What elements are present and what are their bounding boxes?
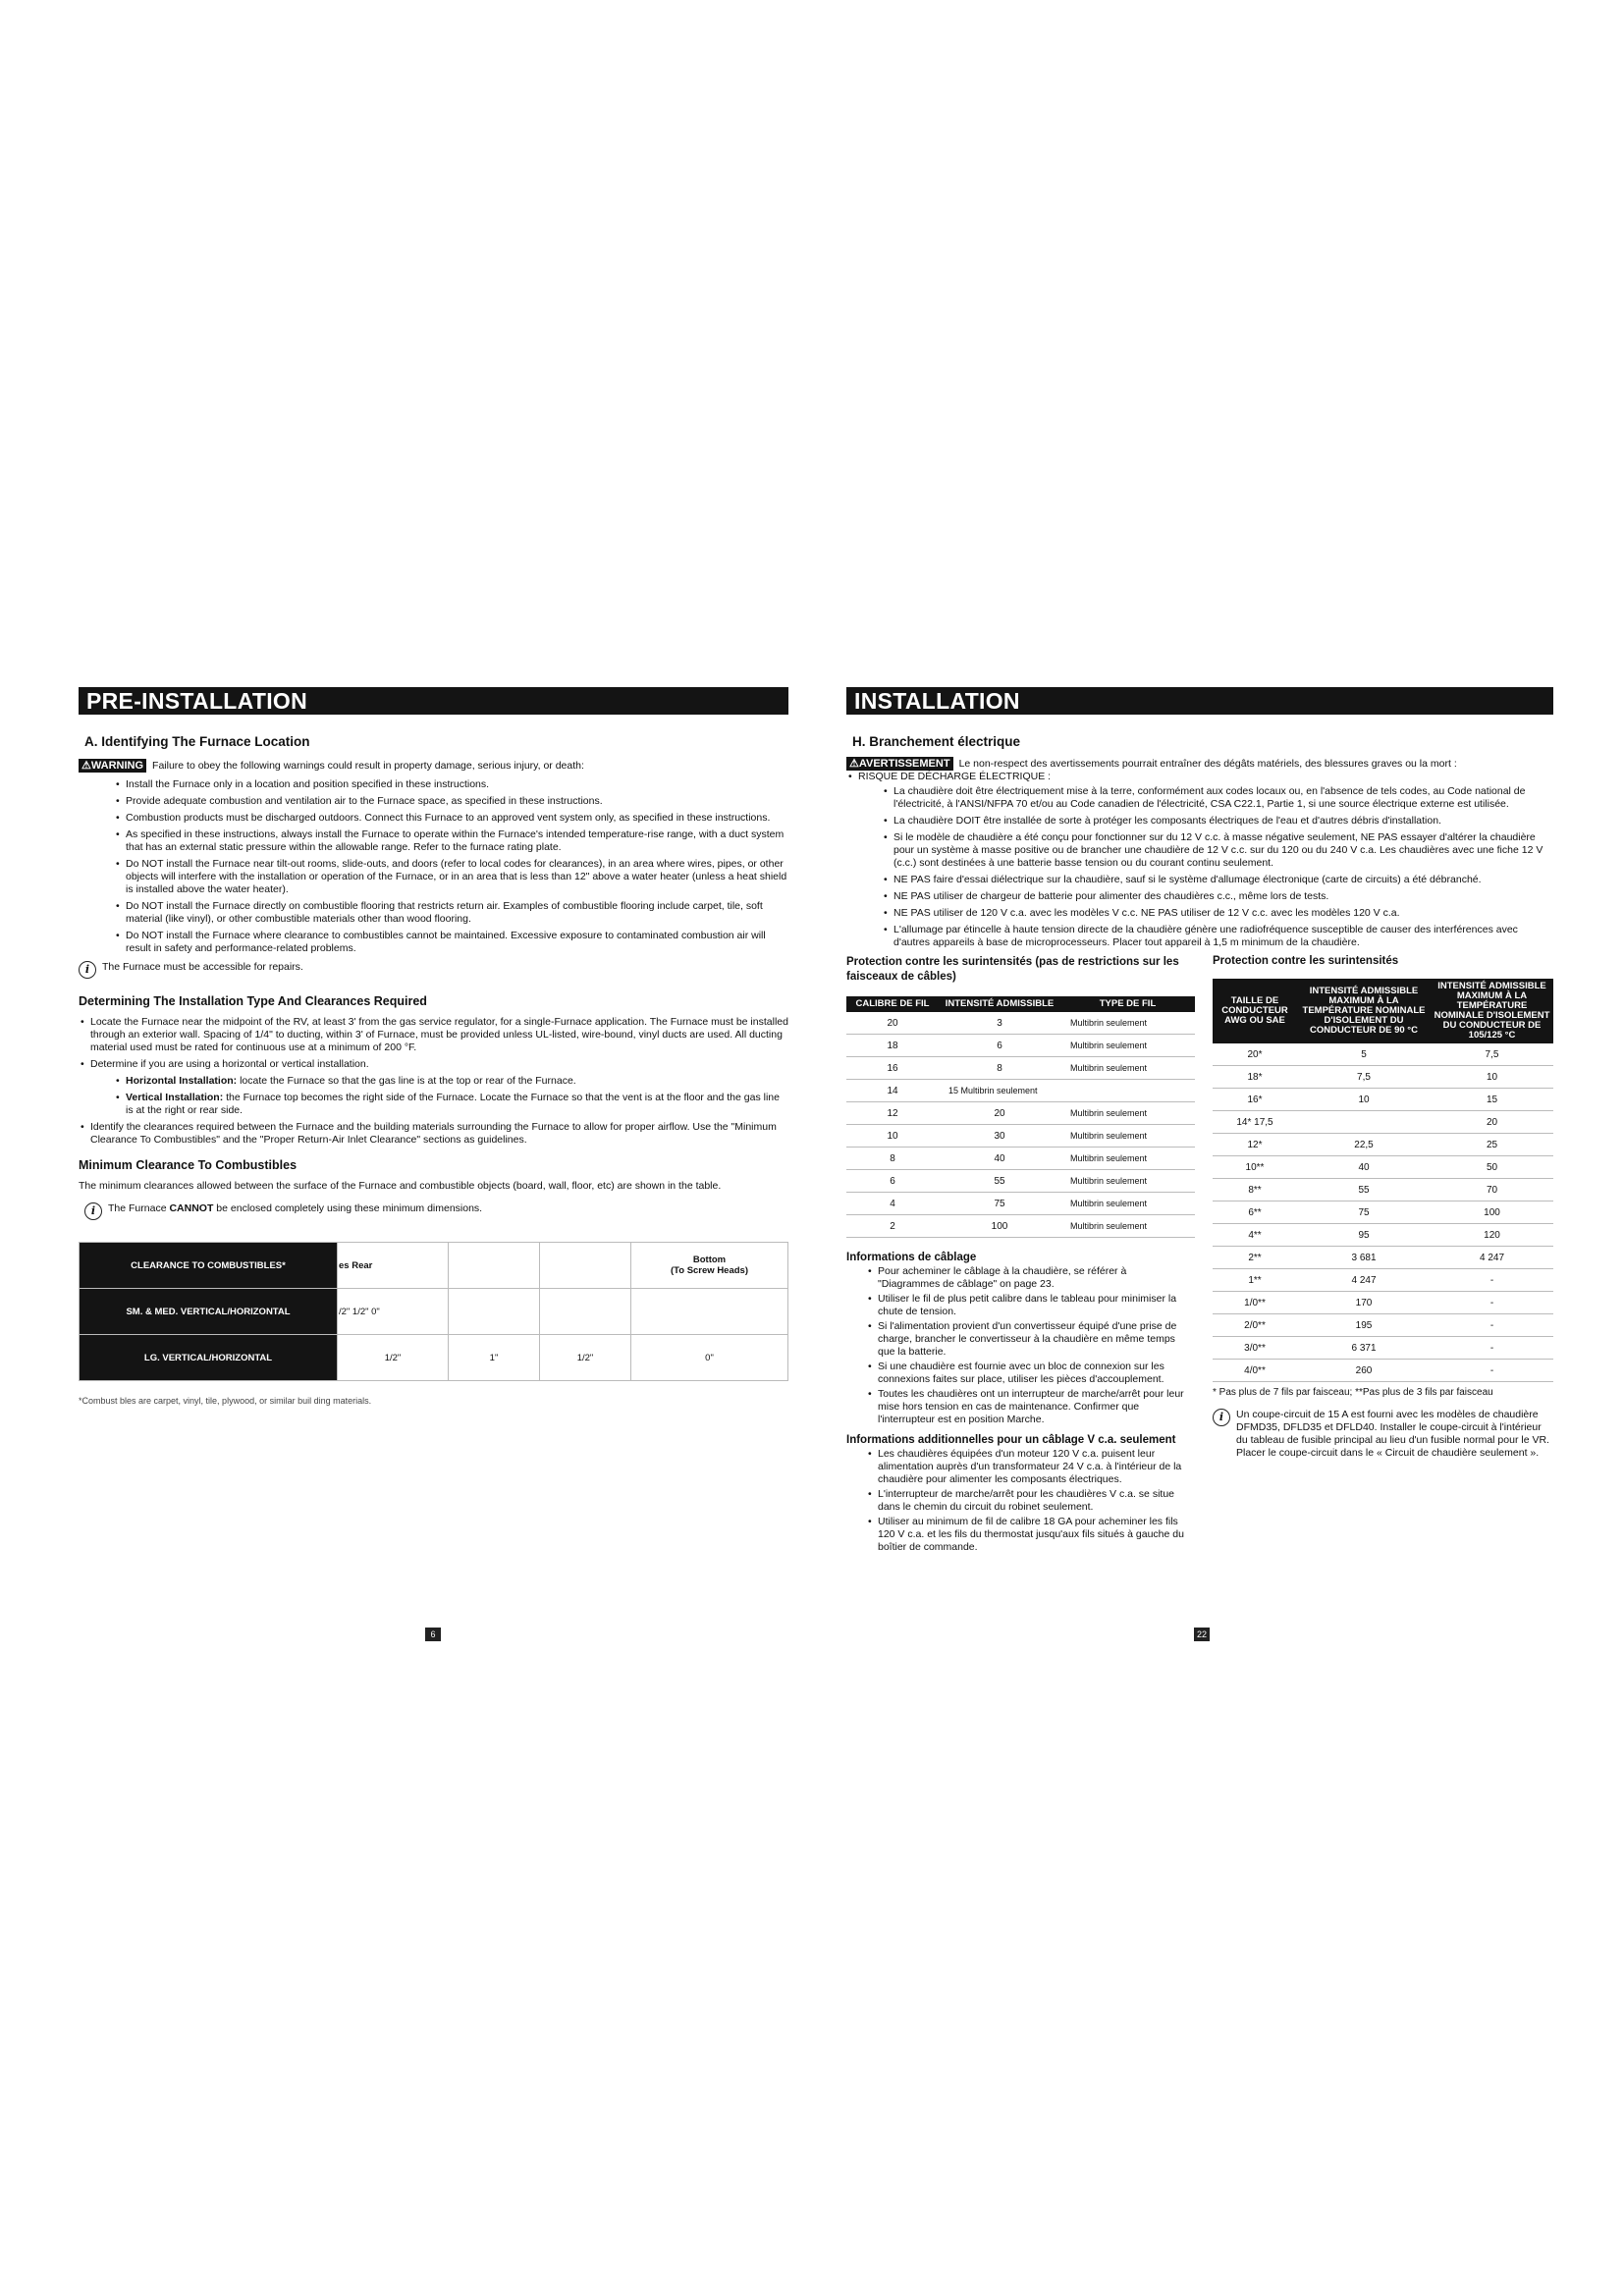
table-cell: Multibrin seulement <box>1060 1193 1195 1215</box>
warning-badge: ⚠AVERTISSEMENT <box>846 757 953 771</box>
section-h-title: H. Branchement électrique <box>852 734 1021 749</box>
list-item: • NE PAS utiliser de 120 V c.a. avec les modèles V c.c. NE PAS utiliser de 12 V c.c. avec les modèles 120 V c.a. <box>882 907 1553 920</box>
list-item: • Provide adequate combustion and ventilation air to the Furnace space, as specified in these instructions. <box>114 795 788 808</box>
table-cell: 15 <box>1431 1089 1553 1111</box>
table-cell: 100 <box>1431 1201 1553 1224</box>
table-row <box>1213 1314 1553 1337</box>
list-item: • Si l'alimentation provient d'un convertisseur équipé d'une prise de charge, brancher le convertisseur à la chaudière en même temps que la batterie. <box>866 1320 1190 1359</box>
warning-list <box>79 778 788 955</box>
table-cell: 12 <box>846 1102 939 1125</box>
table-cell: 18* <box>1213 1066 1297 1089</box>
table-row <box>1213 1247 1553 1269</box>
header-cell: INTENSITÉ ADMISSIBLE MAXIMUM À LA TEMPÉRATURE NOMINALE D'ISOLEMENT DU CONDUCTEUR DE 90 °C <box>1297 979 1431 1043</box>
table-cell: 75 <box>939 1193 1060 1215</box>
table-cell: 18 <box>846 1035 939 1057</box>
list-item: • Combustion products must be discharged outdoors. Connect this Furnace to an approved vent system only, as specified in these instructions. <box>114 812 788 825</box>
table-row <box>1213 1134 1553 1156</box>
table-row <box>846 1170 1195 1193</box>
table-row <box>846 1080 1195 1102</box>
row-value-cell: 1/2" <box>540 1335 631 1381</box>
bottom-header-cell: Bottom (To Screw Heads) <box>631 1243 788 1289</box>
warning-text: Failure to obey the following warnings could result in property damage, serious injury, or death: <box>152 760 584 772</box>
table-row <box>1213 1292 1553 1314</box>
table-row <box>1213 1201 1553 1224</box>
table-cell: 4 247 <box>1431 1247 1553 1269</box>
info-repairs-text: The Furnace must be accessible for repairs. <box>102 961 303 973</box>
install-type-list <box>79 1075 788 1117</box>
table-cell: 12* <box>1213 1134 1297 1156</box>
table-row <box>80 1243 788 1289</box>
row-value-cell: 1" <box>449 1335 540 1381</box>
list-item: • Do NOT install the Furnace where clearance to combustibles cannot be maintained. Excessive exposure to contaminated combustion air will result in safety and performance-related problems. <box>114 930 788 955</box>
table-cell: 260 <box>1297 1360 1431 1382</box>
table-row <box>1213 1089 1553 1111</box>
table-row <box>846 1193 1195 1215</box>
table-cell: 7,5 <box>1297 1066 1431 1089</box>
info-coupe-text: Un coupe-circuit de 15 A est fourni avec les modèles de chaudière DFMD35, DFLD35 et DFLD40. Installer le coupe-circuit à l'intérieur du tableau de fusible principal au lieu d'un fusible normal pour le VR. Placer le coupe-circuit dans le « Circuit de chaudière seulement ». <box>1236 1409 1549 1459</box>
list-item: • Locate the Furnace near the midpoint of the RV, at least 3' from the gas service regulator, for a single-Furnace application. The Furnace must be installed through an exterior wall. Spacing of 1/4" to ducting, within 3' of Furnace, must be provided unless UL-listed, wire-bound, vinyl ducts are used. All ducting material used must be rated for continuous use at a minimum of 200 °F. <box>79 1016 788 1054</box>
warning-line <box>846 757 1553 771</box>
table-row <box>1213 1156 1553 1179</box>
table-cell: - <box>1431 1269 1553 1292</box>
table-cell: 6 <box>846 1170 939 1193</box>
list-item: • La chaudière DOIT être installée de sorte à protéger les composants électriques de l'eau et d'autres débris d'installation. <box>882 815 1553 828</box>
determining-list <box>79 1016 788 1071</box>
table-cell: 120 <box>1431 1224 1553 1247</box>
table-row <box>1213 1043 1553 1066</box>
table-row <box>846 1148 1195 1170</box>
clearance-table <box>79 1242 788 1381</box>
table-cell: 14* 17,5 <box>1213 1111 1297 1134</box>
table-row <box>1213 1066 1553 1089</box>
risk-list <box>846 771 1553 783</box>
table-cell: Multibrin seulement <box>1060 1148 1195 1170</box>
table-cell: 2** <box>1213 1247 1297 1269</box>
list-item: • NE PAS faire d'essai diélectrique sur la chaudière, sauf si le système d'allumage électronique (carte de circuits) a été débranché. <box>882 874 1553 886</box>
table2-title: Protection contre les surintensités <box>1213 955 1399 967</box>
wire-gauge-table <box>846 996 1195 1238</box>
table-cell: 22,5 <box>1297 1134 1431 1156</box>
header-cell: INTENSITÉ ADMISSIBLE <box>939 996 1060 1012</box>
addl-title: Informations additionnelles pour un câblage V c.a. seulement <box>846 1434 1176 1446</box>
table-header-row <box>1213 979 1553 1043</box>
table-row <box>1213 1337 1553 1360</box>
cablage-title: Informations de câblage <box>846 1252 977 1263</box>
list-item: • Toutes les chaudières ont un interrupteur de marche/arrêt pour leur mise hors tension en cas de maintenance. Confirmer que l'interrupteur est en position Marche. <box>866 1388 1190 1426</box>
table-cell: Multibrin seulement <box>1060 1012 1195 1035</box>
warning-badge: ⚠WARNING <box>79 759 146 773</box>
list-item: • Do NOT install the Furnace directly on combustible flooring that restricts return air. Examples of combustible flooring include carpet, tile, soft material (like vinyl), or other combustible materials other than wood flooring. <box>114 900 788 926</box>
table-cell: 3/0** <box>1213 1337 1297 1360</box>
clearance-header-cell <box>80 1243 338 1289</box>
list-item: • Utiliser au minimum de fil de calibre 18 GA pour acheminer les fils 120 V c.a. et les fils du thermostat jusqu'aux fils situés à gauche du boîtier de commande. <box>866 1516 1190 1554</box>
table-cell: - <box>1431 1292 1553 1314</box>
table-cell: 16 <box>846 1057 939 1080</box>
table-cell: 20 <box>939 1102 1060 1125</box>
vertical-label: Vertical Installation: <box>126 1092 224 1103</box>
table-cell: 10** <box>1213 1156 1297 1179</box>
installation-header: INSTALLATION <box>846 687 1553 715</box>
empty-cell <box>449 1243 540 1289</box>
list-item: • NE PAS utiliser de chargeur de batterie pour alimenter des chaudières c.c., même lors de tests. <box>882 890 1553 903</box>
table-cell: 2 <box>846 1215 939 1238</box>
table-cell <box>1297 1111 1431 1134</box>
info-cannot-post: be enclosed completely using these minimum dimensions. <box>216 1202 483 1214</box>
table2-footnote: * Pas plus de 7 fils par faisceau; **Pas plus de 3 fils par faisceau <box>1213 1387 1493 1398</box>
list-item: • Install the Furnace only in a location and position specified in these instructions. <box>114 778 788 791</box>
warning-text: Le non-respect des avertissements pourrait entraîner des dégâts matériels, des blessures graves ou la mort : <box>958 758 1457 770</box>
table-header-row <box>846 996 1195 1012</box>
row-label-cell: SM. & MED. VERTICAL/HORIZONTAL <box>80 1289 338 1335</box>
empty-cell <box>540 1289 631 1335</box>
header-cell: TAILLE DE CONDUCTEUR AWG OU SAE <box>1213 979 1297 1043</box>
table-cell: 2/0** <box>1213 1314 1297 1337</box>
list-item <box>114 1092 788 1117</box>
vertical-text: the Furnace top becomes the right side of the Furnace. Locate the Furnace so that the vent is at the floor and the gas line is at the right or rear side. <box>126 1092 780 1116</box>
table-cell: 6** <box>1213 1201 1297 1224</box>
table-cell: Multibrin seulement <box>1060 1035 1195 1057</box>
tables-row <box>846 955 1553 1556</box>
table-cell: 95 <box>1297 1224 1431 1247</box>
section-a-title: A. Identifying The Furnace Location <box>84 734 310 749</box>
list-item: • Les chaudières équipées d'un moteur 120 V c.a. puisent leur alimentation auprès d'un transformateur 24 V c.a. à l'intérieur de la chaudière pour alimenter les composants électriques. <box>866 1448 1190 1486</box>
clearance-footnote: *Combust bles are carpet, vinyl, tile, plywood, or similar buil ding materials. <box>79 1396 372 1406</box>
table-cell: 170 <box>1297 1292 1431 1314</box>
row-value-cell: 1/2" <box>338 1335 449 1381</box>
table-cell: 20* <box>1213 1043 1297 1066</box>
info-cannot-pre: The Furnace <box>108 1202 167 1214</box>
table-row <box>1213 1179 1553 1201</box>
table-cell: 6 <box>939 1035 1060 1057</box>
horizontal-label: Horizontal Installation: <box>126 1075 238 1087</box>
page-number: 6 <box>425 1628 441 1641</box>
table-cell: 40 <box>1297 1156 1431 1179</box>
table-cell: 20 <box>846 1012 939 1035</box>
table-cell: 4 247 <box>1297 1269 1431 1292</box>
pre-installation-header: PRE-INSTALLATION <box>79 687 788 715</box>
conductor-table <box>1213 979 1553 1382</box>
list-item: • As specified in these instructions, always install the Furnace to operate within the Furnace's intended temperature-rise range, with a duct system that has an external static pressure within the allowable range. Refer to the furnace rating plate. <box>114 828 788 854</box>
table-cell: 50 <box>1431 1156 1553 1179</box>
info-cannot-text <box>108 1202 482 1214</box>
table-cell: - <box>1431 1360 1553 1382</box>
rear-header-cell: es Rear <box>338 1243 449 1289</box>
table-row <box>1213 1224 1553 1247</box>
table-row <box>846 1012 1195 1035</box>
table-cell: 1/0** <box>1213 1292 1297 1314</box>
table-cell: Multibrin seulement <box>1060 1215 1195 1238</box>
table-cell: 14 <box>846 1080 939 1102</box>
list-item: • Determine if you are using a horizontal or vertical installation. <box>79 1058 788 1071</box>
table-cell: 3 681 <box>1297 1247 1431 1269</box>
table-row <box>1213 1360 1553 1382</box>
info-coupe <box>1213 1409 1553 1460</box>
table-cell: 5 <box>1297 1043 1431 1066</box>
table-cell: 8 <box>846 1148 939 1170</box>
table-row <box>846 1057 1195 1080</box>
table-cell: 10 <box>1431 1066 1553 1089</box>
table-cell: 20 <box>1431 1111 1553 1134</box>
table-cell: Multibrin seulement <box>1060 1170 1195 1193</box>
info-icon: i <box>1213 1409 1230 1426</box>
table-cell: 4/0** <box>1213 1360 1297 1382</box>
table-cell: - <box>1431 1337 1553 1360</box>
warning-line <box>79 759 788 773</box>
risk-items <box>846 785 1553 949</box>
addl-list <box>846 1448 1190 1554</box>
list-item: • L'allumage par étincelle à haute tension directe de la chaudière génère une radiofréquence susceptible de causer des interférences avec d'autres appareils à base de microprocesseurs. Placer tout appareil à 1,5 m minimum de la chaudière. <box>882 924 1553 949</box>
left-page <box>79 687 788 1639</box>
cablage-list <box>846 1265 1190 1426</box>
table1-body <box>846 1012 1195 1238</box>
min-clearance-title: Minimum Clearance To Combustibles <box>79 1158 298 1172</box>
list-item: • Utiliser le fil de plus petit calibre dans le tableau pour minimiser la chute de tension. <box>866 1293 1190 1318</box>
table-row <box>846 1215 1195 1238</box>
list-item: • L'interrupteur de marche/arrêt pour les chaudières V c.a. se situe dans le chemin du circuit du robinet seulement. <box>866 1488 1190 1514</box>
info-icon: i <box>84 1202 102 1220</box>
table-cell: 4** <box>1213 1224 1297 1247</box>
empty-cell <box>540 1243 631 1289</box>
table-cell: 70 <box>1431 1179 1553 1201</box>
table-cell: 40 <box>939 1148 1060 1170</box>
table-cell: 15 Multibrin seulement <box>939 1080 1195 1102</box>
right-page <box>846 687 1553 1639</box>
page-number: 22 <box>1194 1628 1210 1641</box>
table-row <box>1213 1269 1553 1292</box>
table-cell: - <box>1431 1314 1553 1337</box>
table-cell: Multibrin seulement <box>1060 1125 1195 1148</box>
table-cell: 30 <box>939 1125 1060 1148</box>
list-item: • Si une chaudière est fournie avec un bloc de connexion sur les connexions faites sur place, utiliser les pièces d'accouplement. <box>866 1361 1190 1386</box>
table-cell: 25 <box>1431 1134 1553 1156</box>
table-cell: 195 <box>1297 1314 1431 1337</box>
table-cell: 10 <box>846 1125 939 1148</box>
header-cell: CALIBRE DE FIL <box>846 996 939 1012</box>
table-row <box>1213 1111 1553 1134</box>
table-cell: 4 <box>846 1193 939 1215</box>
table-cell: 100 <box>939 1215 1060 1238</box>
info-cannot-bold: CANNOT <box>169 1202 214 1214</box>
table-row <box>846 1102 1195 1125</box>
table-cell: 10 <box>1297 1089 1431 1111</box>
table-cell: 16* <box>1213 1089 1297 1111</box>
table-row <box>846 1125 1195 1148</box>
min-clearance-text: The minimum clearances allowed between the surface of the Furnace and combustible objects (board, wall, floor, etc) are shown in the table. <box>79 1180 722 1192</box>
table-row <box>80 1335 788 1381</box>
table-cell: 6 371 <box>1297 1337 1431 1360</box>
info-icon: i <box>79 961 96 979</box>
table-cell: 8** <box>1213 1179 1297 1201</box>
table-cell: 55 <box>939 1170 1060 1193</box>
table-cell: Multibrin seulement <box>1060 1102 1195 1125</box>
table-row <box>846 1035 1195 1057</box>
table1-title: Protection contre les surintensités (pas de restrictions sur les faisceaux de câbles) <box>846 956 1179 983</box>
info-cannot <box>84 1202 788 1220</box>
table-row <box>80 1289 788 1335</box>
table-cell: 55 <box>1297 1179 1431 1201</box>
table-cell: Multibrin seulement <box>1060 1057 1195 1080</box>
table-cell: 7,5 <box>1431 1043 1553 1066</box>
clearance-header-label: CLEARANCE TO COMBUSTIBLES* <box>131 1259 286 1271</box>
table-cell: 75 <box>1297 1201 1431 1224</box>
row-value-cell: 0" <box>631 1335 788 1381</box>
table-cell: 1** <box>1213 1269 1297 1292</box>
row-label-cell: LG. VERTICAL/HORIZONTAL <box>80 1335 338 1381</box>
header-cell: TYPE DE FIL <box>1060 996 1195 1012</box>
table1-column <box>846 955 1195 1556</box>
list-item: • La chaudière doit être électriquement mise à la terre, conformément aux codes locaux ou, en l'absence de tels codes, au Code national de l'électricité, à l'ANSI/NFPA 70 et/ou au Code canadien de l'électricité, CSA C22.1, Partie 1, si une source électrique externe est utilisée. <box>882 785 1553 811</box>
list-item: • RISQUE DE DÉCHARGE ÉLECTRIQUE : <box>846 771 1553 783</box>
row-value-cell: /2" 1/2" 0" <box>338 1289 449 1335</box>
table2-body <box>1213 1043 1553 1382</box>
empty-cell <box>449 1289 540 1335</box>
table2-column <box>1213 955 1553 1556</box>
list-item: • Do NOT install the Furnace near tilt-out rooms, slide-outs, and doors (refer to local codes for clearances), in an area where wires, pipes, or other objects will interfere with the installation or operation of the Furnace, or in an area that is less than 12" above a water heater (unless a heat shield is installed above the water heater). <box>114 858 788 896</box>
horizontal-text: locate the Furnace so that the gas line is at the top or rear of the Furnace. <box>240 1075 576 1087</box>
determining-title: Determining The Installation Type And Clearances Required <box>79 994 427 1008</box>
header-cell: INTENSITÉ ADMISSIBLE MAXIMUM À LA TEMPÉRATURE NOMINALE D'ISOLEMENT DU CONDUCTEUR DE 105/125 °C <box>1431 979 1553 1043</box>
table-cell: 8 <box>939 1057 1060 1080</box>
info-repairs <box>79 961 788 979</box>
list-item: • Si le modèle de chaudière a été conçu pour fonctionner sur du 12 V c.c. à masse négative seulement, NE PAS essayer d'altérer la chaudière pour un système à masse positive ou de brancher une chaudière de 12 V c.c. sur du 120 ou du 240 V c.a. Les chaudières avec une fiche 12 V (c.c.) sont destinées à une batterie basse tension ou du courant continu seulement. <box>882 831 1553 870</box>
table-cell: 3 <box>939 1012 1060 1035</box>
list-item: • Identify the clearances required between the Furnace and the building materials surrounding the Furnace to allow for proper airflow. Use the "Minimum Clearance To Combustibles" and the "Proper Return-Air Inlet Clearance" sections as guidelines. <box>79 1121 788 1147</box>
empty-cell <box>631 1289 788 1335</box>
identify-list <box>79 1121 788 1147</box>
list-item: • Pour acheminer le câblage à la chaudière, se référer à "Diagrammes de câblage" on page 23. <box>866 1265 1190 1291</box>
list-item <box>114 1075 788 1088</box>
